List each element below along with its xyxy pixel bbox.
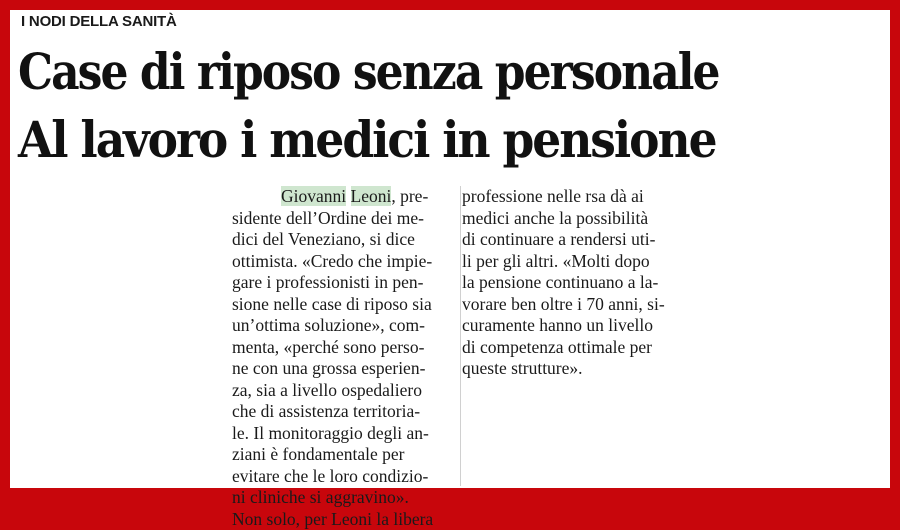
column-line: medici anche la possibilità [462,208,712,230]
column-line: ziani è fondamentale per [232,444,458,466]
column-line: ottimista. «Credo che impie- [232,251,458,273]
article-column-right [462,186,712,380]
headline-line-1: Case di riposo senza personale [18,44,719,100]
column-line: gare i professionisti in pen- [232,272,458,294]
column-line: evitare che le loro condizio- [232,466,458,488]
column-line: menta, «perché sono perso- [232,337,458,359]
column-line [232,186,458,208]
headline-line-2: Al lavoro i medici in pensione [18,112,716,168]
column-line: sidente dell’Ordine dei me- [232,208,458,230]
article-column-left [232,186,458,530]
section-kicker: I NODI DELLA SANITÀ [21,13,177,31]
column-line: la pensione continuano a la- [462,272,712,294]
column-line: ni cliniche si aggravino». [232,487,458,509]
column-line: queste strutture». [462,358,712,380]
column-line: che di assistenza territoria- [232,401,458,423]
column-line: za, sia a livello ospedaliero [232,380,458,402]
author-first-name: Giovanni [281,186,346,206]
column-line: li per gli altri. «Molti dopo [462,251,712,273]
newspaper-clipping [10,10,890,488]
column-line: le. Il monitoraggio degli an- [232,423,458,445]
column-divider [460,186,461,486]
column-line: Non solo, per Leoni la libera [232,509,458,530]
column-line: vorare ben oltre i 70 anni, si- [462,294,712,316]
column-line: sione nelle case di riposo sia [232,294,458,316]
column-line: un’ottima soluzione», com- [232,315,458,337]
first-line-rest: , pre- [391,186,428,206]
column-line: curamente hanno un livello [462,315,712,337]
column-line: di continuare a rendersi uti- [462,229,712,251]
column-line: di competenza ottimale per [462,337,712,359]
author-last-name: Leoni [351,186,392,206]
column-line: professione nelle rsa dà ai [462,186,712,208]
column-line: ne con una grossa esperien- [232,358,458,380]
column-line: dici del Veneziano, si dice [232,229,458,251]
